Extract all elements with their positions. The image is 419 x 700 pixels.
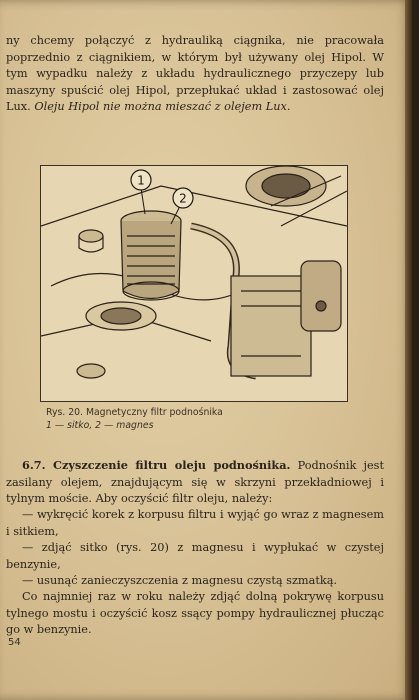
callout-1: 1 xyxy=(137,173,145,188)
caption-legend: 1 — sitko, 2 — magnes xyxy=(46,419,154,431)
step-1: — wykręcić korek z korpusu filtru i wyjąć go wraz z magnesem i sitkiem, xyxy=(6,508,384,538)
intro-paragraph xyxy=(6,33,384,116)
warning-text: Oleju Hipol nie można mieszać z olejem Lux. xyxy=(34,100,291,113)
figure-caption xyxy=(46,407,346,432)
page-edge xyxy=(405,0,412,700)
section-paragraph xyxy=(6,457,384,508)
filter-illustration xyxy=(41,166,347,401)
figure-magnetic-filter xyxy=(40,165,348,402)
callout-2: 2 xyxy=(179,191,187,206)
section-heading: 6.7. Czyszczenie filtru oleju podnośnika. xyxy=(22,458,291,472)
intro-text: ny chcemy połączyć z hydrauliką ciągnika, nie pracowała poprzednio z ciągnikiem, w którym był używany olej Hipol. W tym wypadku należy z układu hydraulicznego przyczepy lub maszyny spuścić olej Hipol, przepłukać układ i zastosować olej Lux. xyxy=(6,34,384,113)
step-3: — usunąć zanieczyszczenia z magnesu czystą szmatką. xyxy=(22,574,338,587)
caption-title: Rys. 20. Magnetyczny filtr podnośnika xyxy=(46,407,223,418)
step-2: — zdjąć sitko (rys. 20) z magnesu i wypłukać w czystej benzynie, xyxy=(6,541,384,571)
section-intro: Podnośnik jest zasilany olejem, znajdującym się w skrzyni przekładniowej i tylnym moście. Aby oczyścić filtr oleju, należy: xyxy=(6,459,385,505)
closing-paragraph: Co najmniej raz w roku należy zdjąć dolną pokrywę korpusu tylnego mostu i oczyścić kosz ssący pompy hydraulicznej płucząc go w benzynie. xyxy=(6,590,384,636)
page-number: 54 xyxy=(8,637,21,648)
